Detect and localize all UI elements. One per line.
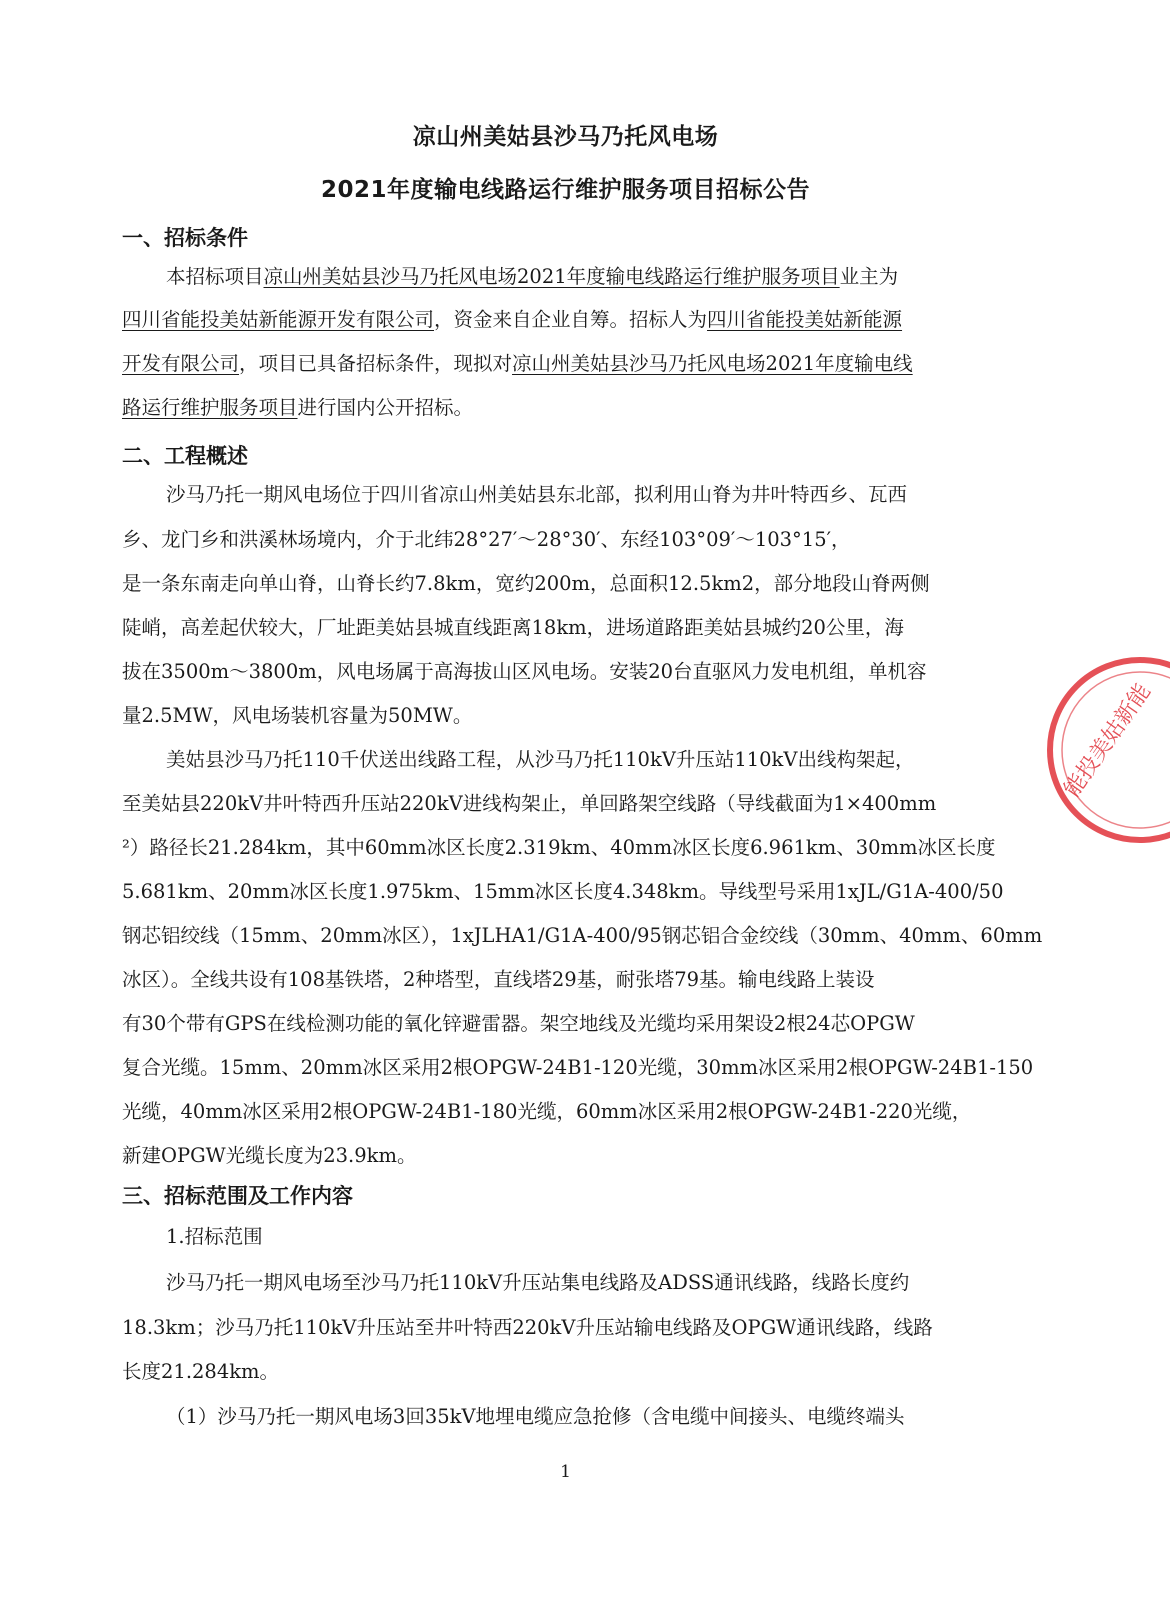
sec2-p1-line: 拔在3500m～3800m，风电场属于高海拔山区风电场。安装20台直驱风力发电机组，单机容 <box>122 660 927 683</box>
sec2-p2-line: 美姑县沙马乃托110千伏送出线路工程，从沙马乃托110kV升压站110kV出线构架起， <box>166 748 915 771</box>
sec1-line-2: 四川省能投美姑新能源开发有限公司，资金来自企业自筹。招标人为四川省能投美姑新能源 <box>122 308 903 331</box>
sec2-p2-line: ²）路径长21.284km，其中60mm冰区长度2.319km、40mm冰区长度6.961km、30mm冰区长度 <box>122 836 996 859</box>
sec3-p2-line: （1）沙马乃托一期风电场3回35kV地埋电缆应急抢修（含电缆中间接头、电缆终端头 <box>166 1405 905 1428</box>
sec1-line-3: 开发有限公司，项目已具备招标条件，现拟对凉山州美姑县沙马乃托风电场2021年度输电线 <box>122 352 913 375</box>
sec1-line-4: 路运行维护服务项目进行国内公开招标。 <box>122 396 474 419</box>
section-heading-3: 三、招标范围及工作内容 <box>122 1184 353 1208</box>
sec2-p2-line: 有30个带有GPS在线检测功能的氧化锌避雷器。架空地线及光缆均采用架设2根24芯OPGW <box>122 1012 915 1035</box>
section-heading-2: 二、工程概述 <box>122 444 248 468</box>
title-line-2: 2021年度输电线路运行维护服务项目招标公告 <box>320 177 810 203</box>
sec2-p2-line: 钢芯铝绞线（15mm、20mm冰区），1xJLHA1/G1A-400/95钢芯铝合金绞线（30mm、40mm、60mm <box>122 924 1043 947</box>
page-number: 1 <box>560 1462 571 1482</box>
sec2-p2-line: 新建OPGW光缆长度为23.9km。 <box>122 1144 417 1167</box>
sec1-line-1: 本招标项目凉山州美姑县沙马乃托风电场2021年度输电线路运行维护服务项目业主为 <box>166 265 899 288</box>
sec3-subheading: 1.招标范围 <box>166 1225 263 1248</box>
sec2-p1-line: 沙马乃托一期风电场位于四川省凉山州美姑县东北部，拟利用山脊为井叶特西乡、瓦西 <box>166 483 908 506</box>
sec2-p1-line: 陡峭，高差起伏较大，厂址距美姑县城直线距离18km，进场道路距美姑县城约20公里，海 <box>122 616 904 639</box>
sec3-p1-line: 长度21.284km。 <box>122 1360 280 1383</box>
sec2-p2-line: 光缆，40mm冰区采用2根OPGW-24B1-180光缆，60mm冰区采用2根OPGW-24B1-220光缆， <box>122 1100 972 1123</box>
sec2-p1-line: 乡、龙门乡和洪溪林场境内，介于北纬28°27′～28°30′、东经103°09′～103°15′， <box>122 528 851 551</box>
sec2-p2-line: 冰区）。全线共设有108基铁塔，2种塔型，直线塔29基，耐张塔79基。输电线路上装设 <box>122 968 875 991</box>
sec2-p2-line: 5.681km、20mm冰区长度1.975km、15mm冰区长度4.348km。导线型号采用1xJL/G1A-400/50 <box>122 880 1004 903</box>
sec2-p1-line: 是一条东南走向单山脊，山脊长约7.8km，宽约200m，总面积12.5km2，部分地段山脊两侧 <box>122 572 930 595</box>
sec3-p1-line: 沙马乃托一期风电场至沙马乃托110kV升压站集电线路及ADSS通讯线路，线路长度约 <box>166 1271 910 1294</box>
company-seal-stamp <box>1030 650 1170 850</box>
title-line-1: 凉山州美姑县沙马乃托风电场 <box>412 124 719 150</box>
sec3-p1-line: 18.3km；沙马乃托110kV升压站至井叶特西220kV升压站输电线路及OPGW通讯线路，线路 <box>122 1316 933 1339</box>
sec2-p2-line: 复合光缆。15mm、20mm冰区采用2根OPGW-24B1-120光缆，30mm冰区采用2根OPGW-24B1-150 <box>122 1056 1034 1079</box>
section-heading-1: 一、招标条件 <box>122 226 248 250</box>
sec2-p1-line: 量2.5MW，风电场装机容量为50MW。 <box>122 704 473 727</box>
seal-text: 能投美姑新能 <box>1059 679 1156 802</box>
sec2-p2-line: 至美姑县220kV井叶特西升压站220kV进线构架止，单回路架空线路（导线截面为1×400mm <box>122 792 937 815</box>
